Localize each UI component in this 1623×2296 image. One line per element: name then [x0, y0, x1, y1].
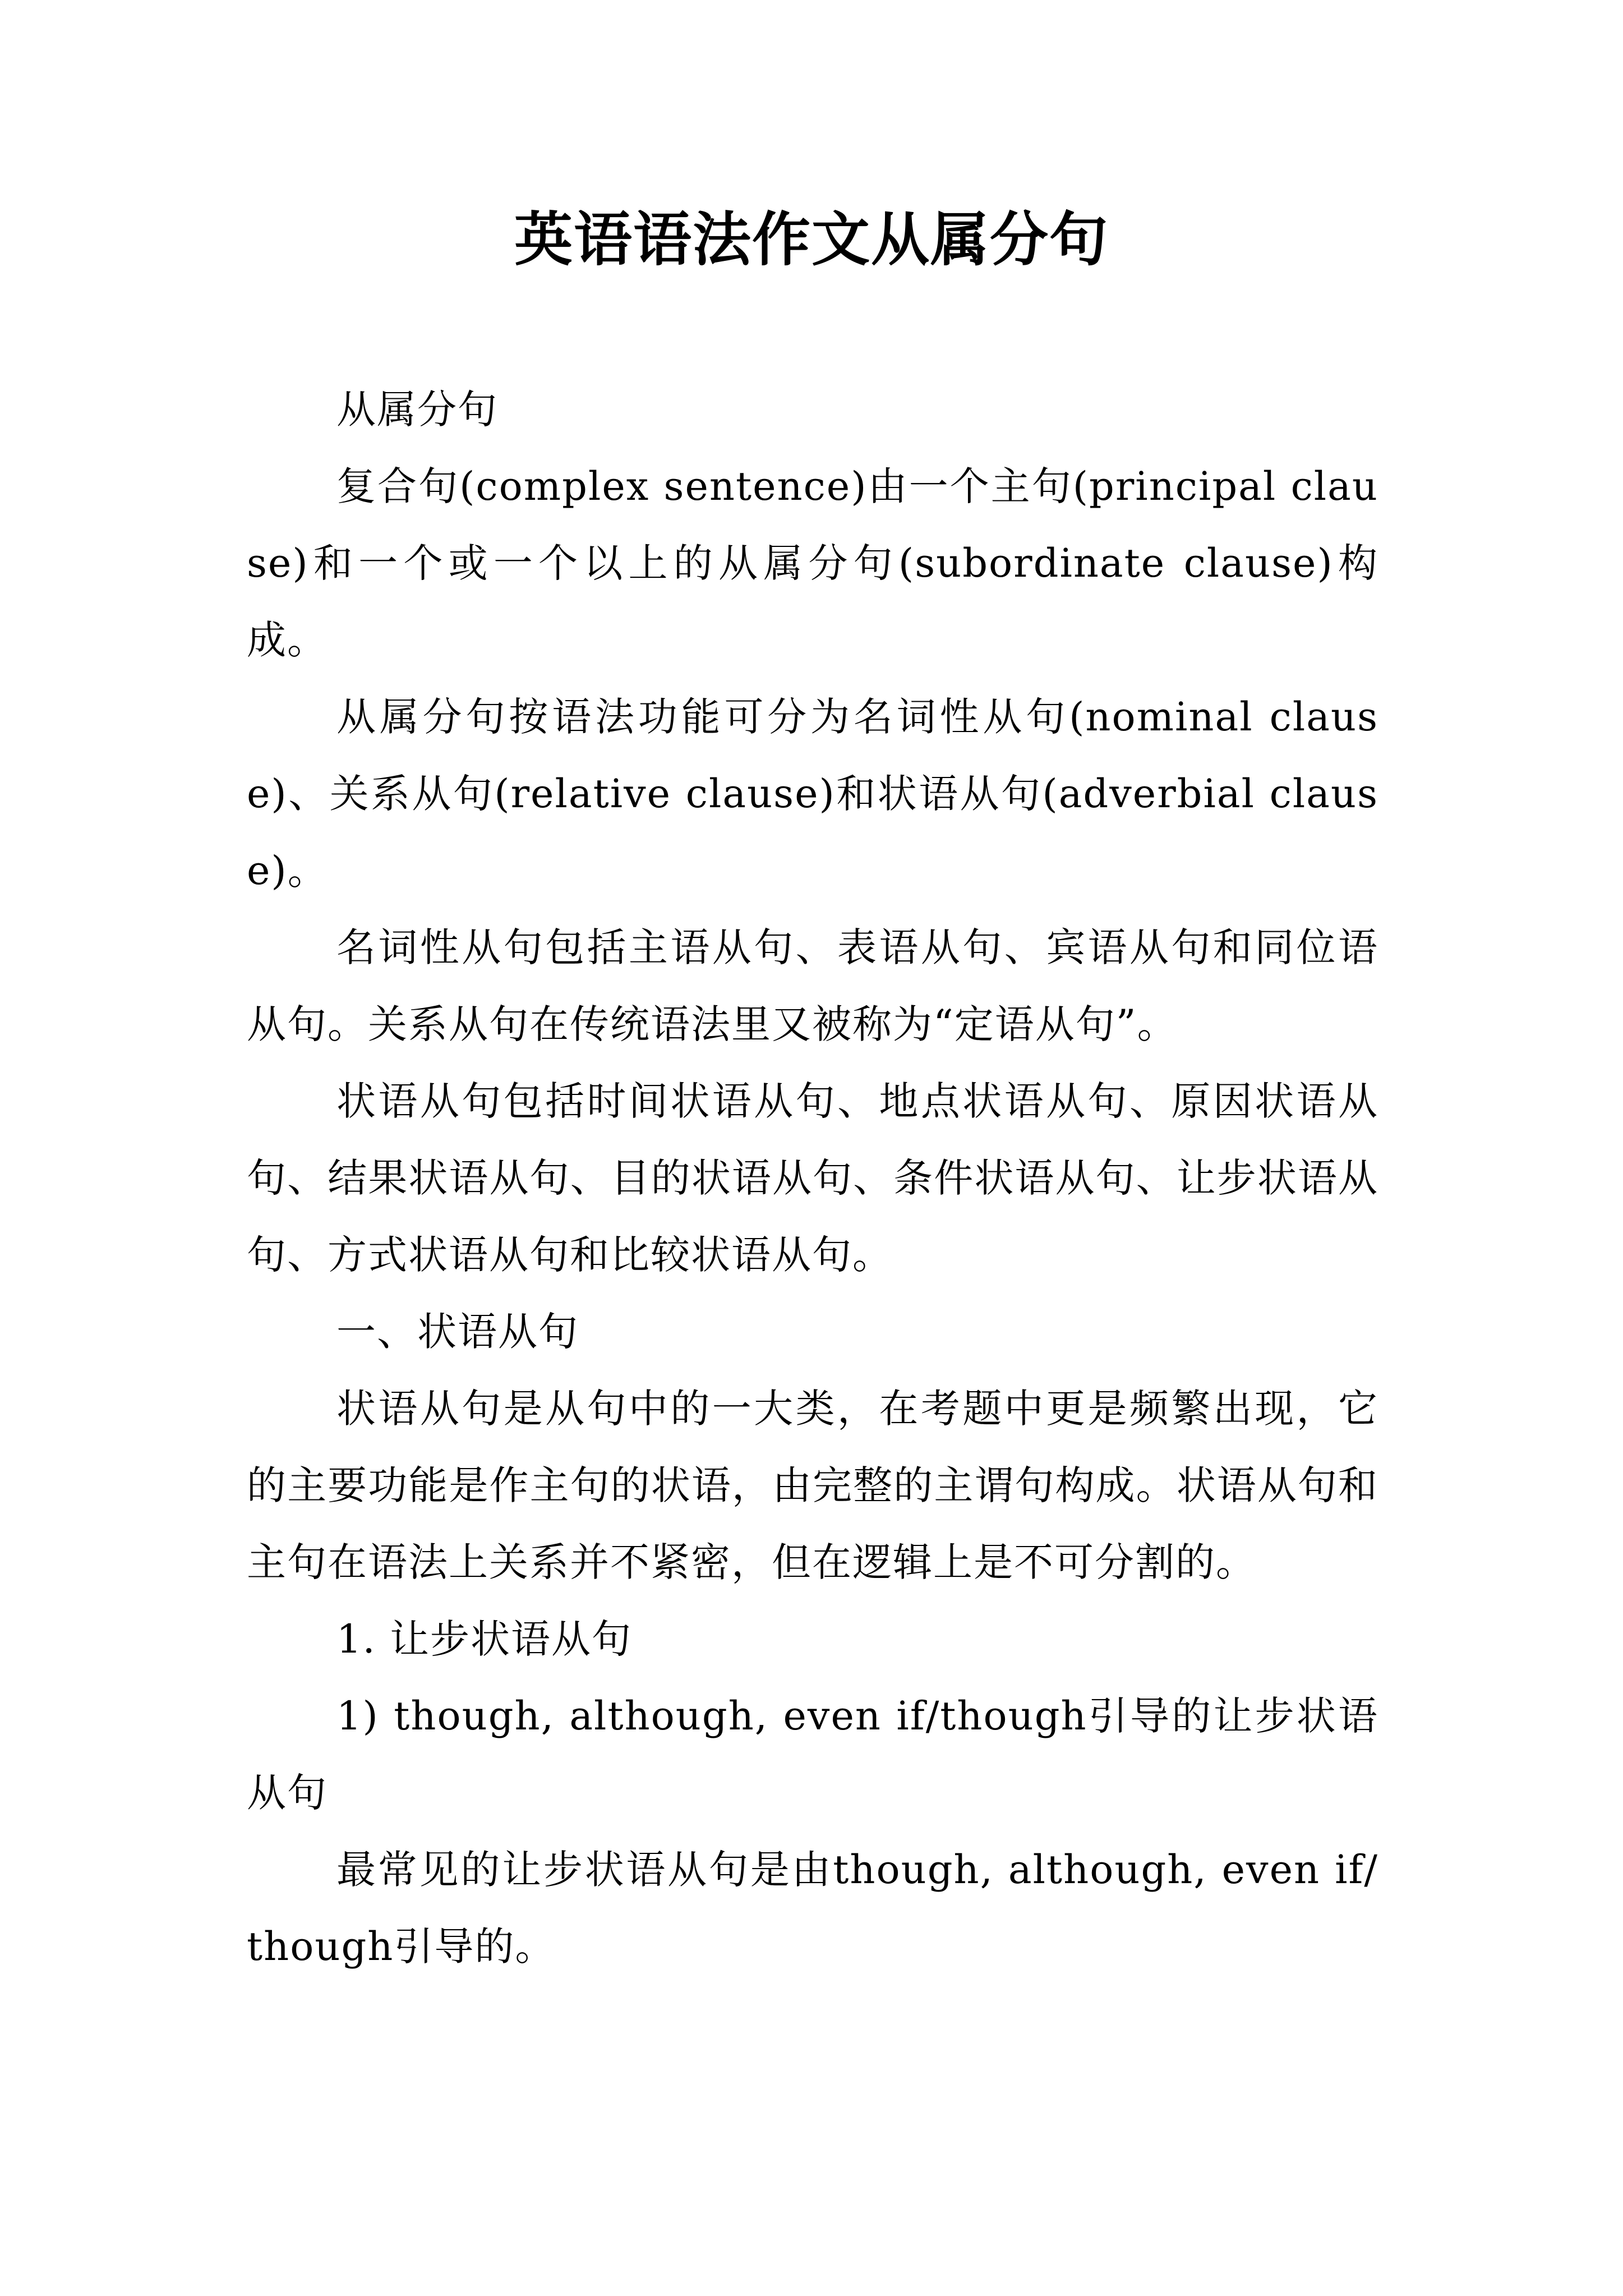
- paragraph-clause-types: 从属分句按语法功能可分为名词性从句(nominal clause)、关系从句(relative clause)和状语从句(adverbial clause)。: [247, 694, 1378, 894]
- paragraph-nominal-clauses: 名词性从句包括主语从句、表语从句、宾语从句和同位语从句。关系从句在传统语法里又被称为“定语从句”。: [247, 924, 1378, 1047]
- paragraph-heading-subordinate-clause: 从属分句: [336, 386, 498, 432]
- paragraph-adverbial-clause-intro: 状语从句是从句中的一大类，在考题中更是频繁出现，它的主要功能是作主句的状语，由完整的主谓句构成。状语从句和主句在语法上关系并不紧密，但在逻辑上是不可分割的。: [247, 1386, 1378, 1585]
- document-body: [247, 371, 1378, 1985]
- subsection-heading-concessive-clause: 1. 让步状语从句: [336, 1616, 633, 1662]
- paragraph-concessive-common: 最常见的让步状语从句是由though, although, even if/though引导的。: [247, 1847, 1378, 1970]
- paragraph-complex-sentence: 复合句(complex sentence)由一个主句(principal clause)和一个或一个以上的从属分句(subordinate clause)构成。: [247, 463, 1378, 663]
- item-heading-though-although: 1) though, although, even if/though引导的让步状语从句: [247, 1693, 1378, 1816]
- section-heading-adverbial-clause: 一、状语从句: [336, 1309, 579, 1355]
- document-title: 英语语法作文从属分句: [514, 205, 1109, 274]
- paragraph-adverbial-clause-types: 状语从句包括时间状语从句、地点状语从句、原因状语从句、结果状语从句、目的状语从句、条件状语从句、让步状语从句、方式状语从句和比较状语从句。: [247, 1078, 1378, 1278]
